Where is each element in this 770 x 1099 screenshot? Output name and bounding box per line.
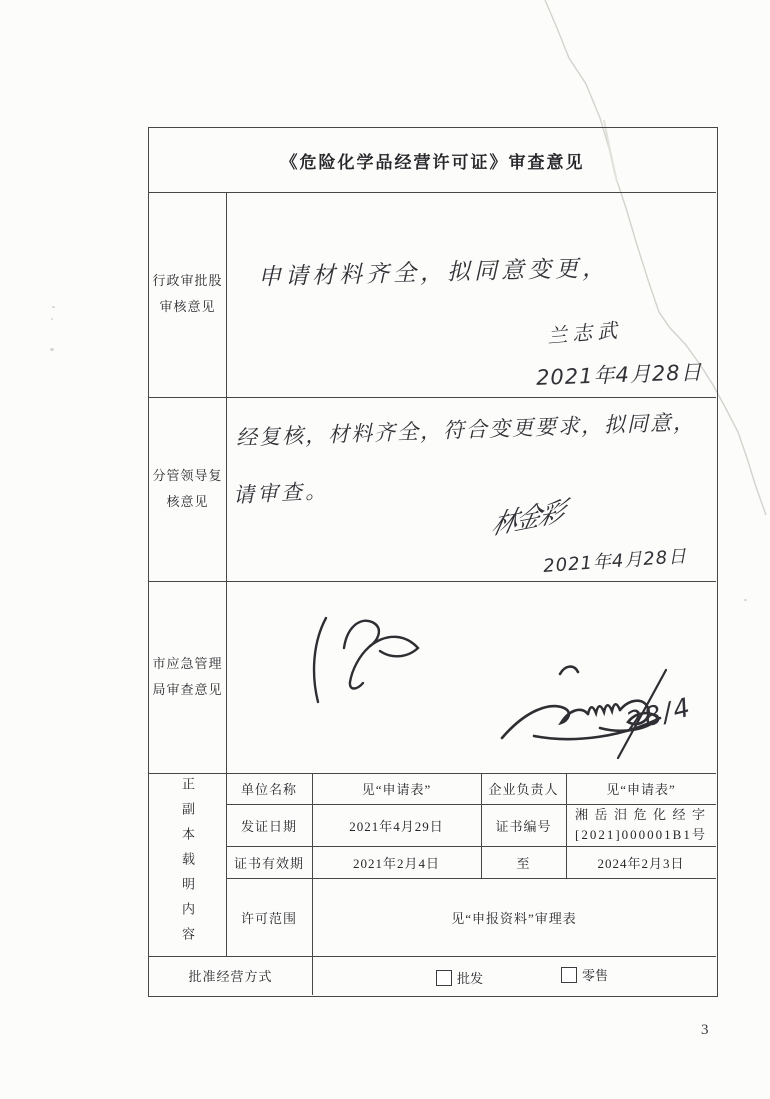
retail-option [561, 965, 608, 984]
leader-review-label [149, 397, 226, 581]
leader-review-label-line1: 分管领导复 [152, 467, 223, 483]
unit-name-label: 单位名称 [240, 782, 297, 797]
bureau-date-handwriting: 28/4 [623, 692, 696, 738]
responsible-person-value: 见“申请表” [606, 782, 676, 797]
admin-review-label-line2: 审核意见 [159, 299, 216, 314]
permit-scope-value: 见“申报资料”审理表 [451, 910, 577, 926]
bureau-review-label-line1: 市应急管理 [152, 655, 223, 671]
leader-opinion-handwriting-line1: 经复核，材料齐全，符合变更要求，拟同意， [235, 409, 697, 451]
issue-date-label: 发证日期 [240, 818, 297, 834]
bureau-review-label [149, 581, 226, 773]
scan-speck [52, 306, 55, 308]
responsible-person-label: 企业负责人 [488, 782, 559, 797]
business-mode-label: 批准经营方式 [188, 969, 273, 984]
table-line [149, 397, 716, 398]
admin-review-label [149, 192, 226, 397]
page-number: 3 [701, 1022, 709, 1038]
admin-signature-date: 2021年4月28日 [535, 360, 703, 390]
bureau-approval-scribble [300, 612, 440, 712]
permit-scope-label: 许可范围 [240, 910, 297, 926]
certificate-no-value [566, 804, 716, 846]
leader-opinion-handwriting-line2: 请审查。 [232, 478, 330, 508]
license-side-label [149, 773, 226, 956]
leader-review-label-line2: 核意见 [166, 493, 209, 509]
scan-speck [50, 348, 54, 351]
table-line [149, 192, 716, 193]
unit-name-value: 见“申请表” [361, 782, 432, 797]
retail-label: 零售 [582, 968, 609, 983]
validity-to-value: 2024年2月3日 [597, 855, 685, 871]
certificate-no-label: 证书编号 [495, 818, 552, 834]
bureau-review-label-line2: 局审查意见 [152, 681, 223, 697]
validity-label: 证书有效期 [233, 855, 304, 871]
validity-from-value: 2021年2月4日 [352, 855, 440, 871]
admin-signature: 兰志武 [546, 317, 624, 349]
wholesale-label: 批发 [457, 971, 484, 986]
document-title: 《危险化学品经营许可证》审查意见 [280, 152, 585, 172]
wholesale-checkbox [436, 970, 452, 986]
admin-review-label-line1: 行政审批股 [152, 273, 223, 289]
issue-date-value: 2021年4月29日 [349, 818, 444, 834]
wholesale-option [436, 968, 483, 987]
certificate-no-text: 湘岳汨危化经字[2021]000001B1号 [575, 806, 707, 842]
scan-speck [744, 599, 747, 601]
license-side-label-text: 正副本载明内容 [180, 777, 195, 952]
retail-checkbox [561, 967, 577, 983]
validity-to-label: 至 [516, 855, 531, 871]
admin-opinion-handwriting: 申请材料齐全，拟同意变更， [257, 255, 610, 291]
leader-signature: 林金彩 [488, 496, 567, 543]
table-line [149, 581, 716, 582]
scan-speck [51, 318, 53, 320]
leader-signature-date: 2021年4月28日 [542, 545, 688, 577]
